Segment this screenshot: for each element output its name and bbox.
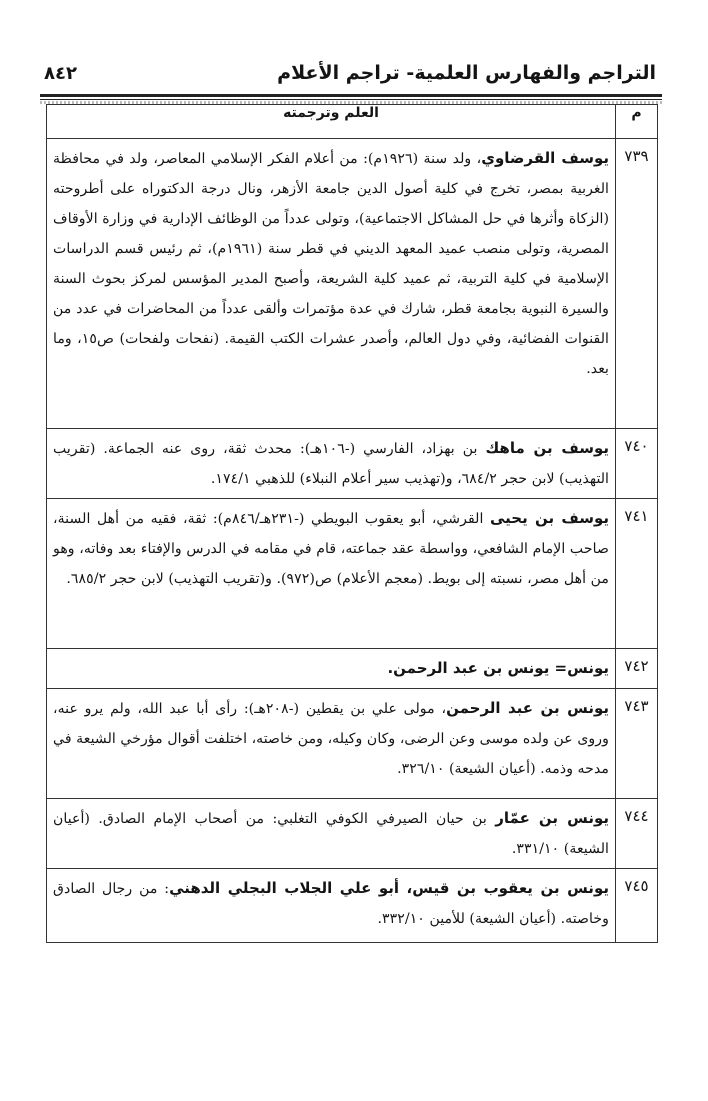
table-row [47,649,658,689]
entry-text [47,799,616,869]
entry-text [47,139,616,429]
entry-number: ٧٣٩ [616,139,658,429]
page-title: التراجم والفهارس العلمية- تراجم الأعلام [277,62,656,84]
table-row [47,139,658,429]
entry-number: ٧٤٥ [616,869,658,943]
entry-body: : من رجال الصادق وخاصته. (أعيان الشيعة) للأمين ٣٣٢/١٠. [53,881,609,927]
entry-name: يونس بن يعقوب بن قيس، أبو علي الجلاب البجلي الدهني [169,879,609,897]
column-header-number: م [616,105,658,139]
table-row [47,689,658,799]
entry-name: يونس بن عمّار [495,809,609,827]
entry-body: القرشي، أبو يعقوب البويطي (-٢٣١هـ/٨٤٦م): ثقة، فقيه من أهل السنة، صاحب الإمام الشافعي، وواسطة عقد جماعته، قام في مقامه في الدرس والإفتاء بعد وفاته، وهو من أهل مصر، نسبته إلى بويط. (معجم الأعلام) ص(٩٧٢). و(تقريب التهذيب) لابن حجر ٦٨٥/٢. [53,511,609,587]
entry-text [47,429,616,499]
entry-body: بن حيان الصيرفي الكوفي التغلبي: من أصحاب الإمام الصادق. (أعيان الشيعة) ٣٣١/١٠. [53,811,609,857]
entry-name: يونس بن عبد الرحمن [446,699,609,717]
entry-text [47,689,616,799]
table-row [47,799,658,869]
entry-body: ، مولى علي بن يقطين (-٢٠٨هـ): رأى أبا عبد الله، ولم يرو عنه، وروى عن ولده موسى وعن الرضى، وكان وكيله، ومن خاصته، اختلفت أقوال مؤرخي الشيعة في مدحه وذمه. (أعيان الشيعة) ٣٢٦/١٠. [53,701,609,777]
table-row [47,429,658,499]
column-header-entry: العلم وترجمته [47,105,616,139]
entry-number: ٧٤٣ [616,689,658,799]
entry-number: ٧٤٤ [616,799,658,869]
entry-name: يوسف بن يحيى [489,509,610,527]
entry-body: ، ولد سنة (١٩٢٦م): من أعلام الفكر الإسلامي المعاصر، ولد في محافظة الغربية بمصر، تخرج في كلية أصول الدين جامعة الأزهر، ونال درجة الدكتوراه على أطروحته (الزكاة وأثرها في حل المشاكل الاجتماعية)، وتولى عدداً من الوظائف الإدارية في وزارة الأوقاف المصرية، وتولى منصب عميد المعهد الديني في قطر سنة (١٩٦١م)، ثم رئيس قسم الدراسات الإسلامية في كلية التربية، ثم عميد كلية الشريعة، وأصبح المدير المؤسس لمركز بحوث السنة والسيرة النبوية بجامعة قطر، شارك في عدة مؤتمرات وألقى عدداً من المحاضرات في عدد من القنوات الفضائية، وفي دول العالم، وأصدر عشرات الكتب القيمة. (نفحات ولفحات) ص١٥، وما بعد. [53,151,610,377]
table-row [47,869,658,943]
entry-text [47,499,616,649]
entry-text [47,869,616,943]
entry-number: ٧٤٢ [616,649,658,689]
header-rule [40,94,662,100]
entry-name: يوسف القرضاوي [481,149,610,167]
page-header [40,58,660,94]
table-row [47,499,658,649]
entry-body: بن بهزاد، الفارسي (-١٠٦هـ): محدث ثقة، روى عنه الجماعة. (تقريب التهذيب) لابن حجر ٦٨٤/٢، و(تهذيب سير أعلام النبلاء) للذهبي ١٧٤/١. [53,441,609,487]
entry-number: ٧٤١ [616,499,658,649]
entry-number: ٧٤٠ [616,429,658,499]
page-number: ٨٤٢ [44,63,77,84]
biography-table [46,104,658,943]
table-header-row [47,105,658,139]
entry-name: يوسف بن ماهك [485,439,609,457]
biography-table-wrapper [46,104,658,943]
entry-text [47,649,616,689]
entry-name: يونس= يونس بن عبد الرحمن. [387,659,609,677]
